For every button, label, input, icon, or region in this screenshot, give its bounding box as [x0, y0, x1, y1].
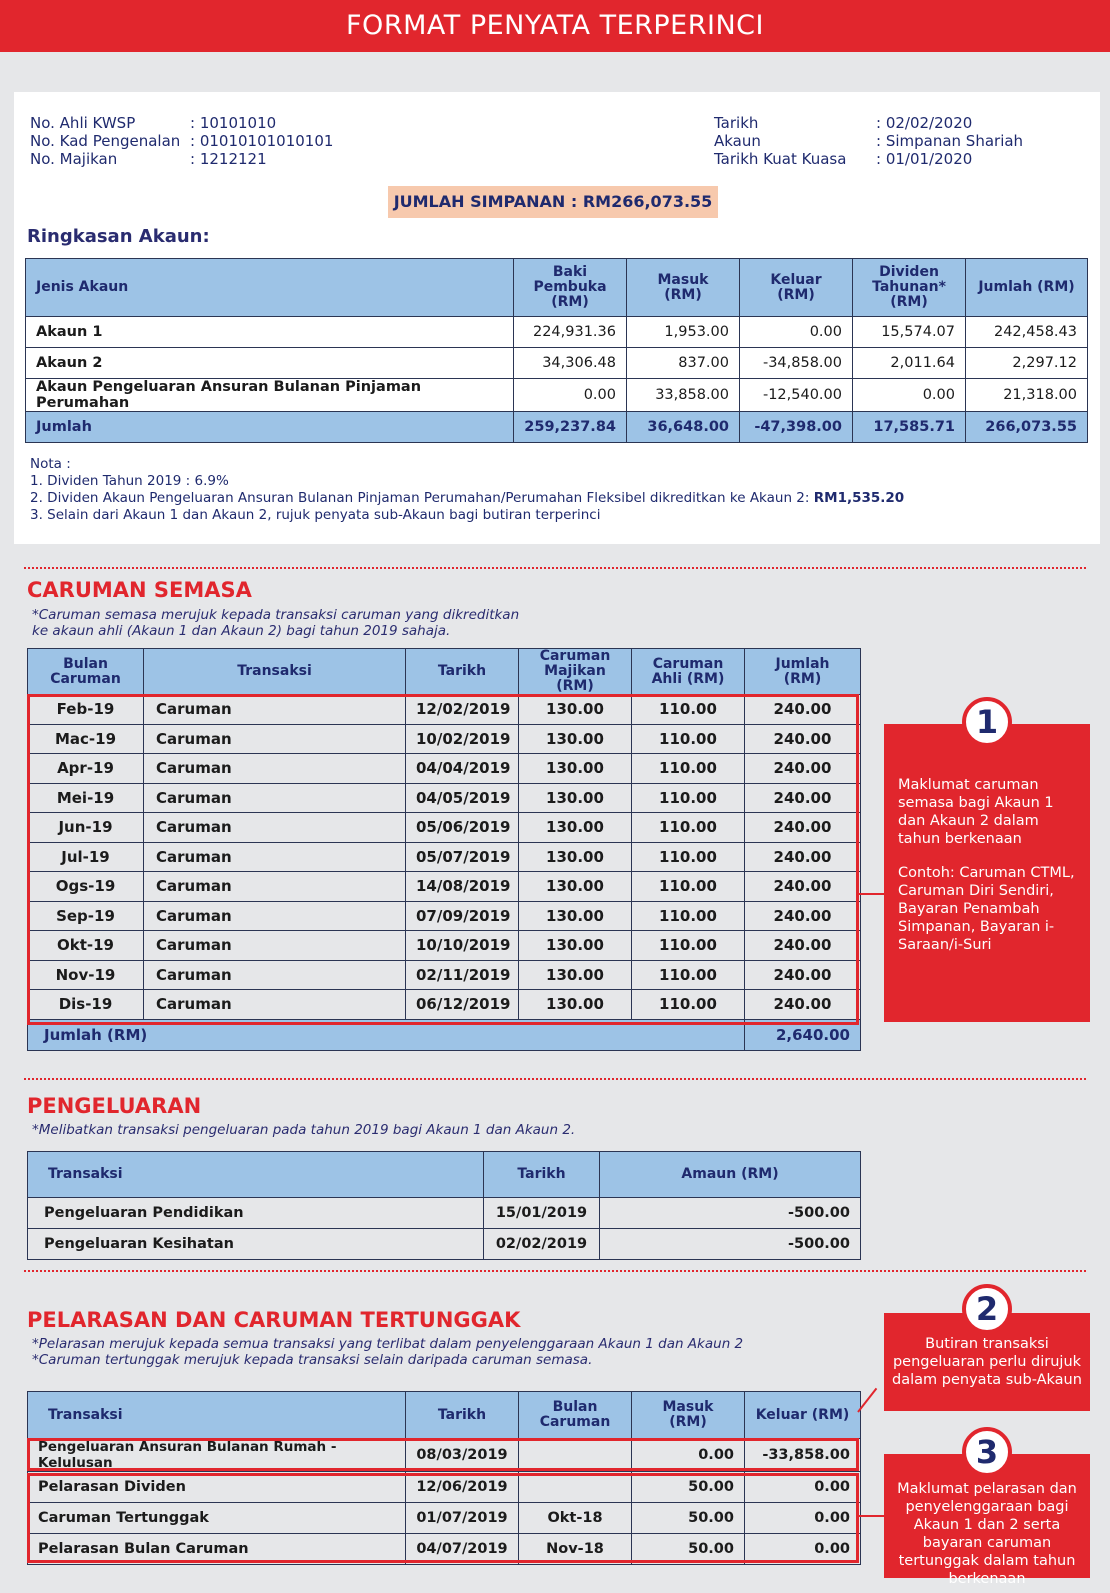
step-number-3-icon: 3 — [962, 1427, 1012, 1477]
column-header: Amaun (RM) — [600, 1152, 861, 1198]
table-cell: Caruman — [144, 724, 406, 754]
column-header: Caruman Ahli (RM) — [632, 649, 745, 695]
column-header: Tarikh — [406, 649, 519, 695]
table-row — [28, 842, 861, 872]
table-cell: Caruman — [144, 842, 406, 872]
table-cell: 17,585.71 — [853, 412, 966, 443]
table-cell: -47,398.00 — [740, 412, 853, 443]
table-cell: 110.00 — [632, 754, 745, 784]
table-cell: Caruman — [144, 754, 406, 784]
table-cell: 04/04/2019 — [406, 754, 519, 784]
table-cell: 130.00 — [519, 990, 632, 1020]
table-cell: 15,574.07 — [853, 317, 966, 348]
section-note — [32, 1336, 743, 1368]
table-cell: 130.00 — [519, 931, 632, 961]
table-cell: 110.00 — [632, 842, 745, 872]
table-cell: 242,458.43 — [966, 317, 1088, 348]
table-cell: 07/09/2019 — [406, 901, 519, 931]
callout-text: Maklumat pelarasan dan penyelenggaraan bagi Akaun 1 dan 2 serta bayaran caruman tertunggak dalam tahun berkenaan — [897, 1481, 1077, 1587]
table-cell: 34,306.48 — [514, 348, 627, 379]
column-header: Dividen Tahunan* (RM) — [853, 259, 966, 317]
info-value: : 1212121 — [190, 150, 267, 168]
table-cell: Dis-19 — [28, 990, 144, 1020]
table-row — [28, 1503, 861, 1534]
callout-box-1 — [884, 724, 1090, 1022]
column-header: Jenis Akaun — [26, 259, 514, 317]
column-header: Tarikh — [484, 1152, 600, 1198]
table-cell: Caruman — [144, 960, 406, 990]
connector-line — [859, 893, 885, 895]
table-row — [28, 754, 861, 784]
section-title-caruman: CARUMAN SEMASA — [27, 578, 252, 602]
table-cell: 240.00 — [745, 724, 861, 754]
info-label: Tarikh Kuat Kuasa — [714, 150, 847, 168]
table-cell: 0.00 — [745, 1534, 861, 1565]
table-cell: 04/05/2019 — [406, 783, 519, 813]
table-cell: Jumlah (RM) — [28, 1019, 745, 1050]
member-info — [30, 114, 333, 168]
table-cell: 240.00 — [745, 990, 861, 1020]
table-cell: 130.00 — [519, 960, 632, 990]
table-cell: 05/06/2019 — [406, 813, 519, 843]
callout-text: Maklumat caruman semasa bagi Akaun 1 dan Akaun 2 dalam tahun berkenaan — [898, 777, 1054, 847]
statement-info — [714, 114, 1023, 168]
step-number-1-icon: 1 — [962, 697, 1012, 747]
account-summary-table — [25, 258, 1088, 443]
table-cell: Pengeluaran Ansuran Bulanan Rumah - Kelulusan — [28, 1439, 406, 1472]
table-cell: Nov-19 — [28, 960, 144, 990]
info-value: : 02/02/2020 — [876, 114, 973, 132]
column-header: Masuk (RM) — [627, 259, 740, 317]
table-cell: 02/02/2019 — [484, 1229, 600, 1260]
table-cell: 130.00 — [519, 872, 632, 902]
table-cell: 1,953.00 — [627, 317, 740, 348]
note-line: *Pelarasan merujuk kepada semua transaksi yang terlibat dalam penyelenggaraan Akaun 1 dan Akaun 2 — [32, 1336, 744, 1352]
table-total-row — [28, 1019, 861, 1050]
info-value: : 01010101010101 — [190, 132, 334, 150]
table-cell: 0.00 — [740, 317, 853, 348]
section-divider — [24, 1078, 1086, 1080]
note-line: *Caruman semasa merujuk kepada transaksi caruman yang dikreditkan — [32, 607, 520, 623]
summary-title: Ringkasan Akaun: — [27, 226, 210, 247]
table-cell: 12/02/2019 — [406, 695, 519, 725]
table-cell: Akaun 2 — [26, 348, 514, 379]
table-cell: 21,318.00 — [966, 379, 1088, 412]
table-cell: 240.00 — [745, 813, 861, 843]
table-cell: 10/02/2019 — [406, 724, 519, 754]
table-cell: 12/06/2019 — [406, 1472, 519, 1503]
table-cell: 240.00 — [745, 931, 861, 961]
column-header: Bulan Caruman — [28, 649, 144, 695]
table-cell: 110.00 — [632, 724, 745, 754]
table-cell: Akaun Pengeluaran Ansuran Bulanan Pinjaman Perumahan — [26, 379, 514, 412]
table-cell: 130.00 — [519, 695, 632, 725]
table-cell: 33,858.00 — [627, 379, 740, 412]
table-cell: 15/01/2019 — [484, 1198, 600, 1229]
table-row — [28, 1229, 861, 1260]
table-cell: Pengeluaran Kesihatan — [28, 1229, 484, 1260]
table-cell: 01/07/2019 — [406, 1503, 519, 1534]
table-cell: 02/11/2019 — [406, 960, 519, 990]
table-cell: 2,297.12 — [966, 348, 1088, 379]
table-row — [28, 960, 861, 990]
table-cell: 110.00 — [632, 813, 745, 843]
table-cell: 110.00 — [632, 901, 745, 931]
note-line: ke akaun ahli (Akaun 1 dan Akaun 2) bagi tahun 2019 sahaja. — [32, 623, 451, 639]
total-savings-badge: JUMLAH SIMPANAN : RM266,073.55 — [388, 186, 718, 218]
table-cell: 240.00 — [745, 960, 861, 990]
table-row — [28, 1534, 861, 1565]
info-value: : 10101010 — [190, 114, 277, 132]
statement-summary-card — [14, 92, 1100, 544]
table-cell — [519, 1472, 632, 1503]
table-cell: 05/07/2019 — [406, 842, 519, 872]
table-cell: Pelarasan Dividen — [28, 1472, 406, 1503]
table-cell: 240.00 — [745, 754, 861, 784]
table-cell: 2,640.00 — [745, 1019, 861, 1050]
table-row — [28, 813, 861, 843]
table-cell: 2,011.64 — [853, 348, 966, 379]
info-label: No. Majikan — [30, 150, 118, 168]
table-row — [26, 379, 1088, 412]
table-cell: Caruman — [144, 990, 406, 1020]
table-cell: 130.00 — [519, 842, 632, 872]
page-title: FORMAT PENYATA TERPERINCI — [0, 0, 1110, 52]
table-cell: Mei-19 — [28, 783, 144, 813]
table-cell: 06/12/2019 — [406, 990, 519, 1020]
table-cell: Apr-19 — [28, 754, 144, 784]
info-label: Tarikh — [714, 114, 759, 132]
table-row — [28, 724, 861, 754]
info-label: No. Kad Pengenalan — [30, 132, 181, 150]
column-header: Jumlah (RM) — [966, 259, 1088, 317]
table-row — [26, 317, 1088, 348]
column-header: Transaksi — [28, 1392, 406, 1439]
table-row — [26, 348, 1088, 379]
table-cell: 110.00 — [632, 931, 745, 961]
table-cell: 224,931.36 — [514, 317, 627, 348]
table-cell: 130.00 — [519, 813, 632, 843]
column-header: Keluar (RM) — [745, 1392, 861, 1439]
table-row — [28, 901, 861, 931]
table-cell: Caruman — [144, 695, 406, 725]
column-header: Jumlah (RM) — [745, 649, 861, 695]
table-cell: 240.00 — [745, 872, 861, 902]
callout-text: Contoh: Caruman CTML, Caruman Diri Sendiri, Bayaran Penambah Simpanan, Bayaran i-Saraan/i-Suri — [898, 865, 1075, 953]
table-cell: 0.00 — [745, 1472, 861, 1503]
table-cell: 0.00 — [632, 1439, 745, 1472]
step-number-2-icon: 2 — [962, 1284, 1012, 1334]
section-note: *Melibatkan transaksi pengeluaran pada tahun 2019 bagi Akaun 1 dan Akaun 2. — [32, 1122, 576, 1138]
column-header: Bulan Caruman — [519, 1392, 632, 1439]
withdrawal-table — [27, 1151, 861, 1260]
column-header: Masuk (RM) — [632, 1392, 745, 1439]
column-header: Caruman Majikan (RM) — [519, 649, 632, 695]
table-row — [28, 695, 861, 725]
table-cell: 110.00 — [632, 783, 745, 813]
table-cell: 130.00 — [519, 783, 632, 813]
table-cell: Mac-19 — [28, 724, 144, 754]
table-cell: 50.00 — [632, 1534, 745, 1565]
table-cell: 50.00 — [632, 1472, 745, 1503]
info-label: No. Ahli KWSP — [30, 114, 136, 132]
note-line: *Caruman tertunggak merujuk kepada transaksi selain daripada caruman semasa. — [32, 1352, 593, 1368]
table-cell: Jul-19 — [28, 842, 144, 872]
table-row — [28, 1198, 861, 1229]
callout-text: Butiran transaksi pengeluaran perlu dirujuk dalam penyata sub-Akaun — [892, 1336, 1082, 1388]
note-line — [30, 490, 904, 507]
table-cell: Pelarasan Bulan Caruman — [28, 1534, 406, 1565]
table-cell: 110.00 — [632, 990, 745, 1020]
table-cell: Caruman — [144, 813, 406, 843]
table-cell: Okt-18 — [519, 1503, 632, 1534]
table-cell: -33,858.00 — [745, 1439, 861, 1472]
table-cell: Caruman Tertunggak — [28, 1503, 406, 1534]
column-header: Baki Pembuka (RM) — [514, 259, 627, 317]
table-cell: 240.00 — [745, 901, 861, 931]
table-total-row — [26, 412, 1088, 443]
column-header: Transaksi — [28, 1152, 484, 1198]
current-contribution-table — [27, 648, 861, 1051]
table-row — [28, 783, 861, 813]
section-divider — [24, 1270, 1086, 1272]
table-cell: Jun-19 — [28, 813, 144, 843]
table-cell: Pengeluaran Pendidikan — [28, 1198, 484, 1229]
table-cell: Caruman — [144, 901, 406, 931]
table-cell: -34,858.00 — [740, 348, 853, 379]
table-cell — [519, 1439, 632, 1472]
section-divider — [24, 567, 1086, 569]
table-cell: Okt-19 — [28, 931, 144, 961]
table-cell: 266,073.55 — [966, 412, 1088, 443]
table-cell: 110.00 — [632, 960, 745, 990]
table-cell: 0.00 — [514, 379, 627, 412]
table-row — [28, 931, 861, 961]
adjustment-table — [27, 1391, 861, 1565]
table-cell: -12,540.00 — [740, 379, 853, 412]
table-cell: 14/08/2019 — [406, 872, 519, 902]
table-cell: -500.00 — [600, 1229, 861, 1260]
table-cell: 04/07/2019 — [406, 1534, 519, 1565]
table-cell: Caruman — [144, 872, 406, 902]
table-cell: Caruman — [144, 783, 406, 813]
table-row — [28, 1472, 861, 1503]
table-cell: Akaun 1 — [26, 317, 514, 348]
table-cell: 0.00 — [745, 1503, 861, 1534]
table-cell: Ogs-19 — [28, 872, 144, 902]
column-header: Tarikh — [406, 1392, 519, 1439]
info-value: : Simpanan Shariah — [876, 132, 1024, 150]
table-cell: 110.00 — [632, 872, 745, 902]
section-title-pelarasan: PELARASAN DAN CARUMAN TERTUNGGAK — [27, 1308, 521, 1332]
table-row — [28, 872, 861, 902]
table-cell: 08/03/2019 — [406, 1439, 519, 1472]
column-header: Keluar (RM) — [740, 259, 853, 317]
table-row — [28, 1439, 861, 1472]
section-note — [32, 607, 519, 639]
table-cell: 0.00 — [853, 379, 966, 412]
note-title: Nota : — [30, 456, 71, 472]
table-cell: Nov-18 — [519, 1534, 632, 1565]
table-cell: Feb-19 — [28, 695, 144, 725]
notes — [30, 456, 904, 524]
note-amount: RM1,535.20 — [813, 490, 905, 506]
note-line: 1. Dividen Tahun 2019 : 6.9% — [30, 473, 229, 489]
table-cell: 837.00 — [627, 348, 740, 379]
table-cell: 36,648.00 — [627, 412, 740, 443]
table-cell: Jumlah — [26, 412, 514, 443]
section-title-pengeluaran: PENGELUARAN — [27, 1094, 202, 1118]
info-value: : 01/01/2020 — [876, 150, 973, 168]
table-cell: 240.00 — [745, 783, 861, 813]
table-cell: 10/10/2019 — [406, 931, 519, 961]
table-cell: 130.00 — [519, 724, 632, 754]
table-cell: 259,237.84 — [514, 412, 627, 443]
info-label: Akaun — [714, 132, 761, 150]
column-header: Transaksi — [144, 649, 406, 695]
connector-line — [859, 1515, 885, 1517]
table-cell: 130.00 — [519, 901, 632, 931]
table-row — [28, 990, 861, 1020]
table-cell: 240.00 — [745, 695, 861, 725]
note-text: 2. Dividen Akaun Pengeluaran Ansuran Bulanan Pinjaman Perumahan/Perumahan Fleksibel dikreditkan ke Akaun 2: — [30, 490, 814, 506]
table-cell: Sep-19 — [28, 901, 144, 931]
table-cell: -500.00 — [600, 1198, 861, 1229]
table-cell: 50.00 — [632, 1503, 745, 1534]
table-cell: 110.00 — [632, 695, 745, 725]
note-line: 3. Selain dari Akaun 1 dan Akaun 2, rujuk penyata sub-Akaun bagi butiran terperinci — [30, 507, 601, 523]
table-cell: Caruman — [144, 931, 406, 961]
table-cell: 240.00 — [745, 842, 861, 872]
table-cell: 130.00 — [519, 754, 632, 784]
